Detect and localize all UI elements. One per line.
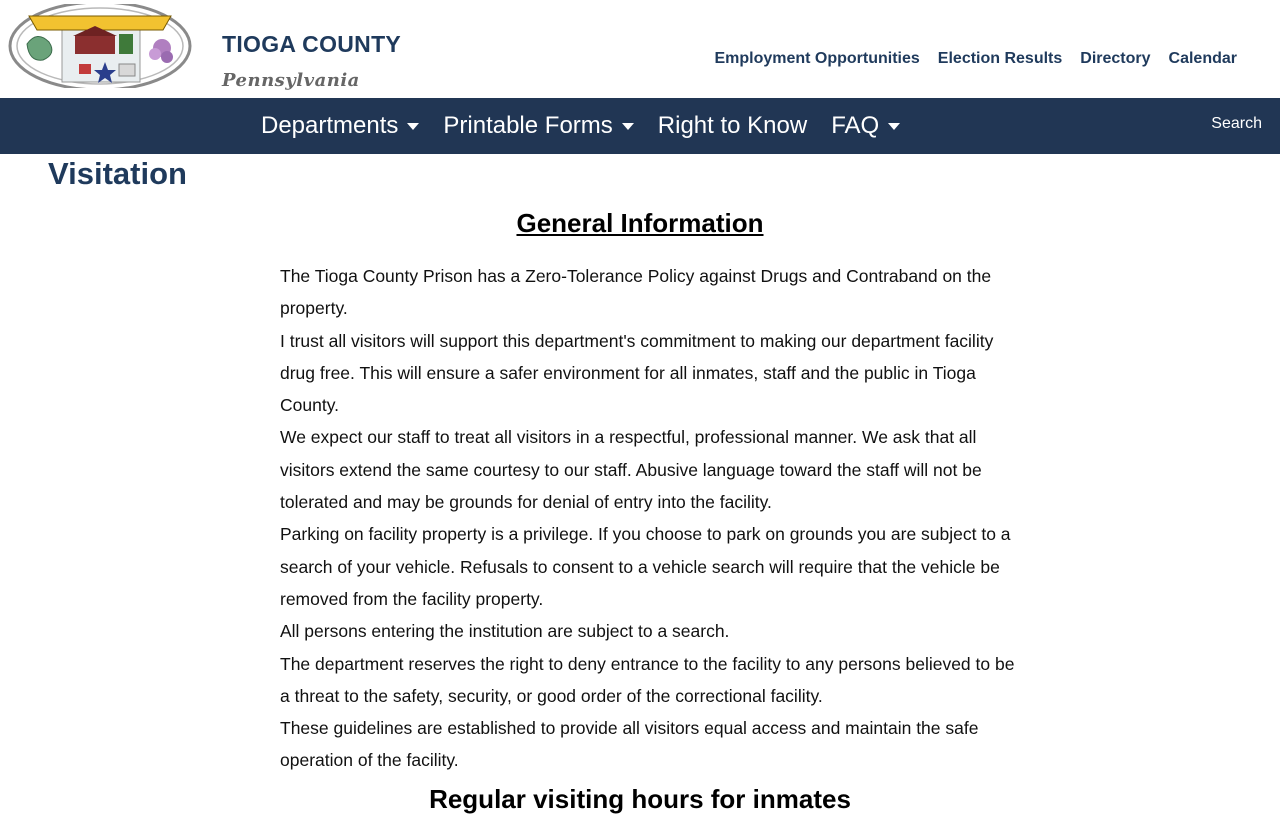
county-seal-logo[interactable] [7, 4, 193, 88]
calendar-link[interactable]: Calendar [1168, 50, 1237, 67]
nav-right-to-know[interactable] [658, 112, 807, 140]
main-navbar [0, 98, 1280, 154]
nav-faq[interactable] [831, 112, 900, 140]
nav-departments-label: Departments [261, 112, 399, 139]
nav-faq-label: FAQ [831, 112, 880, 139]
employment-link[interactable]: Employment Opportunities [714, 50, 920, 67]
section-heading-general-information: General Information [516, 208, 764, 238]
caret-down-icon [888, 123, 900, 130]
paragraph-parking: Parking on facility property is a privilege. If you choose to park on grounds you are subject to a search of your vehicle. Refusals to consent to a vehicle search will require that the vehicle be removed from the facility property. [280, 524, 1011, 609]
nav-right-to-know-label: Right to Know [657, 112, 808, 139]
site-subtitle: Pennsylvania [222, 70, 360, 91]
paragraph-guidelines: These guidelines are established to provide all visitors equal access and maintain the safe operation of the facility. [280, 718, 979, 771]
paragraph-zero-tolerance: The Tioga County Prison has a Zero-Tolerance Policy against Drugs and Contraband on the property. [280, 266, 992, 319]
section-heading-visiting-hours: Regular visiting hours for inmates [429, 784, 851, 814]
directory-link[interactable]: Directory [1080, 50, 1151, 67]
page-title: Visitation [48, 156, 187, 191]
paragraph-deny-entrance: The department reserves the right to deny entrance to the facility to any persons believed to be a threat to the safety, security, or good order of the correctional facility. [280, 653, 1015, 706]
nav-departments[interactable] [261, 112, 419, 140]
caret-down-icon [407, 123, 419, 130]
main-menu [261, 98, 900, 154]
visitation-content [280, 260, 1022, 777]
site-title[interactable]: TIOGA COUNTY [222, 31, 402, 57]
nav-printable-forms-label: Printable Forms [443, 112, 613, 139]
paragraph-drug-free: I trust all visitors will support this department's commitment to making our department facility drug free. This will ensure a safer environment for all inmates, staff and the public in Tioga County. [280, 330, 994, 416]
paragraph-courtesy: We expect our staff to treat all visitors in a respectful, professional manner. We ask that all visitors extend the same courtesy to our staff. Abusive language toward the staff will not be tolerated and may be grounds for denial of entry into the facility. [280, 427, 982, 513]
utility-links [714, 50, 1237, 68]
search-button[interactable]: Search [1211, 115, 1262, 132]
paragraph-search: All persons entering the institution are subject to a search. [280, 621, 730, 642]
site-header [0, 0, 1280, 98]
nav-printable-forms[interactable] [443, 112, 633, 140]
election-results-link[interactable]: Election Results [937, 50, 1063, 67]
caret-down-icon [622, 123, 634, 130]
